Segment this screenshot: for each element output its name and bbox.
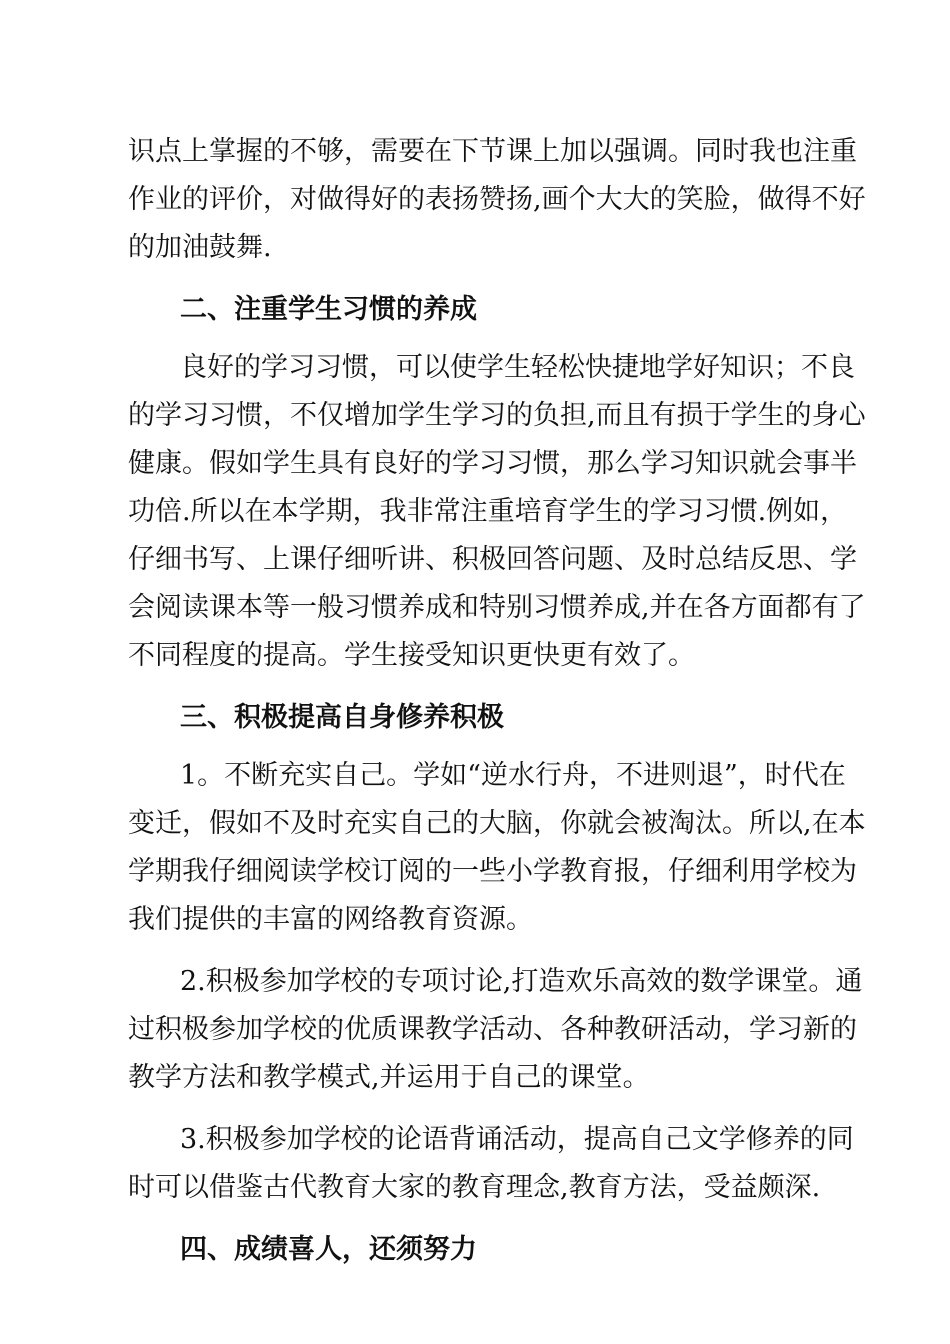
paragraph-line: 2.积极参加学校的专项讨论,打造欢乐高效的数学课堂。通 — [180, 966, 863, 997]
paragraph-line: 健康。假如学生具有良好的学习习惯，那么学习知识就会事半 — [128, 448, 857, 479]
paragraph-line: 作业的评价，对做得好的表扬赞扬,画个大大的笑脸，做得不好 — [128, 184, 866, 215]
paragraph-line: 1。不断充实自己。学如“逆水行舟，不进则退”，时代在 — [180, 760, 846, 791]
paragraph-line: 我们提供的丰富的网络教育资源。 — [128, 904, 533, 935]
paragraph-line: 3.积极参加学校的论语背诵活动，提高自己文学修养的同 — [180, 1124, 854, 1155]
paragraph-line: 仔细书写、上课仔细听讲、积极回答问题、及时总结反思、学 — [128, 544, 857, 575]
paragraph-line: 时可以借鉴古代教育大家的教育理念,教育方法，受益颇深. — [128, 1172, 821, 1203]
paragraph-line: 良好的学习习惯，可以使学生轻松快捷地学好知识；不良 — [180, 352, 855, 383]
paragraph-line: 教学方法和教学模式,并运用于自己的课堂。 — [128, 1062, 650, 1093]
section-heading-achievements: 四、成绩喜人，还须努力 — [180, 1234, 477, 1265]
paragraph-line: 的学习习惯，不仅增加学生学习的负担,而且有损于学生的身心 — [128, 400, 866, 431]
paragraph-line: 识点上掌握的不够，需要在下节课上加以强调。同时我也注重 — [128, 136, 857, 167]
document-body — [128, 128, 866, 1274]
paragraph-line: 过积极参加学校的优质课教学活动、各种教研活动，学习新的 — [128, 1014, 857, 1045]
paragraph-line: 不同程度的提高。学生接受知识更快更有效了。 — [128, 640, 695, 671]
section-heading-habits: 二、注重学生习惯的养成 — [180, 294, 477, 325]
section-heading-self-improvement: 三、积极提高自身修养积极 — [180, 702, 504, 733]
paragraph-line: 的加油鼓舞. — [128, 232, 272, 263]
paragraph-line: 功倍.所以在本学期，我非常注重培育学生的学习习惯.例如， — [128, 496, 848, 527]
paragraph-line: 变迁，假如不及时充实自己的大脑，你就会被淘汰。所以,在本 — [128, 808, 866, 839]
paragraph-line: 学期我仔细阅读学校订阅的一些小学教育报，仔细利用学校为 — [128, 856, 857, 887]
paragraph-line: 会阅读课本等一般习惯养成和特别习惯养成,并在各方面都有了 — [128, 592, 866, 623]
